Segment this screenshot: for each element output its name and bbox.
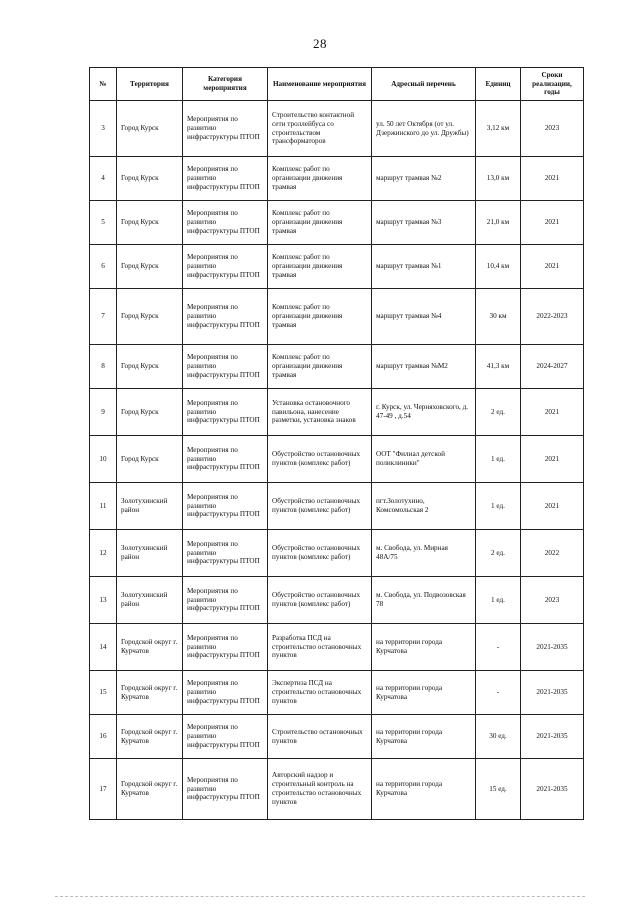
table-row [90,530,584,577]
header-category: Категория мероприятия [183,68,268,101]
cell-term: 2021 [521,389,584,436]
cell-category: Мероприятия по развитию инфраструктуры ПТОП [183,759,268,820]
table-row [90,345,584,389]
cell-term: 2023 [521,101,584,157]
cell-territory: Город Курск [117,389,183,436]
cell-unit: 15 ед. [476,759,521,820]
cell-name: Строительство контактной сети троллейбуса со строительством трансформаторов [268,101,372,157]
cell-address: пгт.Золотухино, Комсомольская 2 [372,483,476,530]
cell-name: Экспертиза ПСД на строительство остановочных пунктов [268,671,372,715]
cell-name: Комплекс работ по организации движения трамвая [268,289,372,345]
cell-unit: 21,0 км [476,201,521,245]
cell-territory: Городской округ г. Курчатов [117,624,183,671]
table-row [90,624,584,671]
table-row [90,101,584,157]
table-row [90,671,584,715]
cell-address: на территории города Курчатова [372,715,476,759]
cell-name: Комплекс работ по организации движения трамвая [268,157,372,201]
cell-num: 9 [90,389,117,436]
cell-num: 15 [90,671,117,715]
table-row [90,201,584,245]
cell-address: маршрут трамвая №3 [372,201,476,245]
cell-category: Мероприятия по развитию инфраструктуры ПТОП [183,289,268,345]
cell-category: Мероприятия по развитию инфраструктуры ПТОП [183,715,268,759]
cell-category: Мероприятия по развитию инфраструктуры ПТОП [183,483,268,530]
cell-term: 2021-2035 [521,624,584,671]
cell-category: Мероприятия по развитию инфраструктуры ПТОП [183,436,268,483]
cell-unit: 3,12 км [476,101,521,157]
cell-category: Мероприятия по развитию инфраструктуры ПТОП [183,101,268,157]
scan-edge-line [55,896,585,897]
cell-num: 14 [90,624,117,671]
cell-address: на территории города Курчатова [372,759,476,820]
cell-unit: 10,4 км [476,245,521,289]
cell-address: на территории города Курчатова [372,624,476,671]
cell-term: 2022-2023 [521,289,584,345]
cell-territory: Город Курск [117,345,183,389]
cell-address: г. Курск, ул. Черняховского, д. 47-49 , д.54 [372,389,476,436]
cell-num: 3 [90,101,117,157]
table-row [90,245,584,289]
cell-num: 8 [90,345,117,389]
table-row [90,389,584,436]
cell-category: Мероприятия по развитию инфраструктуры ПТОП [183,157,268,201]
cell-num: 17 [90,759,117,820]
table-row [90,715,584,759]
cell-territory: Город Курск [117,101,183,157]
header-num: № [90,68,117,101]
cell-territory: Золотухинский район [117,577,183,624]
cell-category: Мероприятия по развитию инфраструктуры ПТОП [183,671,268,715]
cell-territory: Город Курск [117,289,183,345]
header-term: Сроки реализации, годы [521,68,584,101]
cell-address: ул. 50 лет Октября (от ул. Дзержинского до ул. Дружбы) [372,101,476,157]
cell-num: 6 [90,245,117,289]
cell-unit: 1 ед. [476,577,521,624]
cell-category: Мероприятия по развитию инфраструктуры ПТОП [183,201,268,245]
cell-num: 12 [90,530,117,577]
cell-category: Мероприятия по развитию инфраструктуры ПТОП [183,389,268,436]
cell-territory: Город Курск [117,201,183,245]
cell-territory: Город Курск [117,245,183,289]
table-row [90,483,584,530]
header-name: Наименование мероприятия [268,68,372,101]
cell-term: 2021-2035 [521,715,584,759]
cell-address: на территории города Курчатова [372,671,476,715]
cell-unit: 30 км [476,289,521,345]
cell-num: 7 [90,289,117,345]
cell-category: Мероприятия по развитию инфраструктуры ПТОП [183,577,268,624]
table-row [90,759,584,820]
cell-name: Обустройство остановочных пунктов (комплекс работ) [268,436,372,483]
cell-term: 2021 [521,483,584,530]
cell-term: 2021 [521,157,584,201]
cell-name: Комплекс работ по организации движения трамвая [268,345,372,389]
cell-unit: 30 ед. [476,715,521,759]
table-row [90,436,584,483]
cell-unit: 1 ед. [476,483,521,530]
cell-unit: 13,0 км [476,157,521,201]
cell-category: Мероприятия по развитию инфраструктуры ПТОП [183,345,268,389]
cell-address: м. Свобода, ул. Подвозовская 78 [372,577,476,624]
cell-name: Обустройство остановочных пунктов (комплекс работ) [268,483,372,530]
table-row [90,577,584,624]
cell-category: Мероприятия по развитию инфраструктуры ПТОП [183,245,268,289]
cell-territory: Городской округ г. Курчатов [117,715,183,759]
table-row [90,157,584,201]
activities-table [89,67,584,820]
page-number: 28 [313,36,327,51]
cell-num: 5 [90,201,117,245]
cell-territory: Городской округ г. Курчатов [117,759,183,820]
cell-unit: 2 ед. [476,389,521,436]
cell-address: маршрут трамвая №2 [372,157,476,201]
cell-address: ООТ "Филиал детской поликлиники" [372,436,476,483]
cell-term: 2024-2027 [521,345,584,389]
cell-name: Установка остановочного павильона, нанесение разметки, установка знаков [268,389,372,436]
cell-term: 2021 [521,245,584,289]
cell-term: 2023 [521,577,584,624]
cell-unit: 2 ед. [476,530,521,577]
cell-category: Мероприятия по развитию инфраструктуры ПТОП [183,530,268,577]
cell-category: Мероприятия по развитию инфраструктуры ПТОП [183,624,268,671]
cell-unit: - [476,671,521,715]
cell-name: Обустройство остановочных пунктов (комплекс работ) [268,577,372,624]
cell-name: Комплекс работ по организации движения трамвая [268,245,372,289]
cell-address: м. Свобода, ул. Мирная 48А/75 [372,530,476,577]
header-territory: Территория [117,68,183,101]
cell-territory: Городской округ г. Курчатов [117,671,183,715]
cell-territory: Золотухинский район [117,483,183,530]
header-unit: Единиц [476,68,521,101]
cell-term: 2021-2035 [521,759,584,820]
cell-address: маршрут трамвая №1 [372,245,476,289]
table-row [90,289,584,345]
header-address: Адресный перечень [372,68,476,101]
table-body [90,101,584,820]
cell-num: 4 [90,157,117,201]
cell-territory: Город Курск [117,157,183,201]
cell-name: Авторский надзор и строительный контроль на строительство остановочных пунктов [268,759,372,820]
cell-term: 2021 [521,436,584,483]
cell-territory: Город Курск [117,436,183,483]
cell-name: Обустройство остановочных пунктов (комплекс работ) [268,530,372,577]
cell-num: 11 [90,483,117,530]
cell-term: 2021 [521,201,584,245]
cell-territory: Золотухинский район [117,530,183,577]
cell-num: 13 [90,577,117,624]
cell-term: 2022 [521,530,584,577]
cell-unit: 1 ед. [476,436,521,483]
cell-address: маршрут трамвая №4 [372,289,476,345]
cell-unit: - [476,624,521,671]
cell-address: маршрут трамвая №М2 [372,345,476,389]
cell-num: 16 [90,715,117,759]
cell-name: Комплекс работ по организации движения трамвая [268,201,372,245]
cell-name: Разработка ПСД на строительство остановочных пунктов [268,624,372,671]
table-header-row [90,68,584,101]
cell-unit: 41,3 км [476,345,521,389]
cell-num: 10 [90,436,117,483]
cell-term: 2021-2035 [521,671,584,715]
cell-name: Строительство остановочных пунктов [268,715,372,759]
